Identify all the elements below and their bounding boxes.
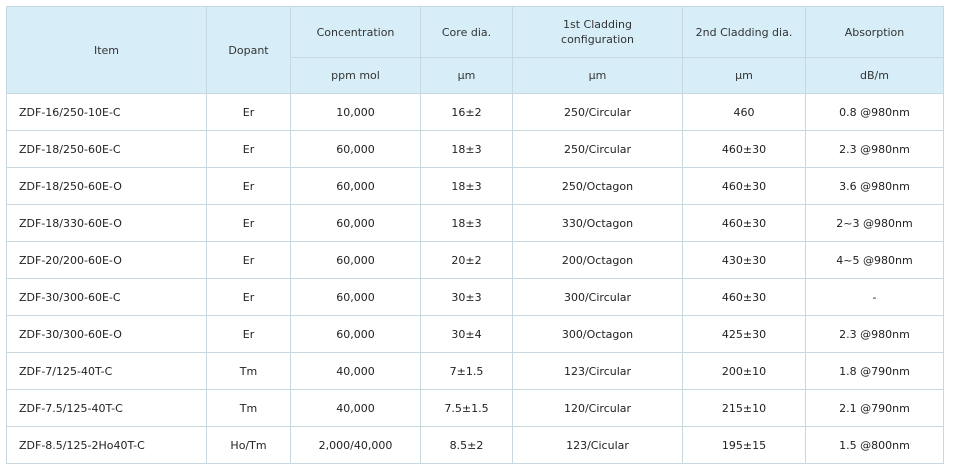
cell-cladding2: 460±30: [683, 131, 806, 168]
cell-concentration: 60,000: [291, 242, 421, 279]
cell-concentration: 60,000: [291, 168, 421, 205]
cell-core: 7±1.5: [421, 353, 513, 390]
table-row: [7, 242, 944, 279]
cell-absorption: 2~3 @980nm: [806, 205, 944, 242]
table-row: [7, 279, 944, 316]
cell-core: 18±3: [421, 131, 513, 168]
table-row: [7, 390, 944, 427]
cell-item: ZDF-18/250-60E-O: [7, 168, 207, 205]
cell-concentration: 60,000: [291, 279, 421, 316]
cell-cladding2: 460±30: [683, 279, 806, 316]
cell-core: 16±2: [421, 94, 513, 131]
cell-item: ZDF-18/330-60E-O: [7, 205, 207, 242]
cell-cladding1: 250/Circular: [513, 131, 683, 168]
cell-dopant: Er: [207, 279, 291, 316]
cell-item: ZDF-8.5/125-2Ho40T-C: [7, 427, 207, 464]
unit-concentration: ppm mol: [291, 58, 421, 94]
cell-item: ZDF-7/125-40T-C: [7, 353, 207, 390]
cell-dopant: Tm: [207, 390, 291, 427]
header-cladding1: [513, 7, 683, 58]
table-row: [7, 131, 944, 168]
unit-cladding2: μm: [683, 58, 806, 94]
cell-concentration: 60,000: [291, 131, 421, 168]
cell-dopant: Er: [207, 205, 291, 242]
cell-concentration: 2,000/40,000: [291, 427, 421, 464]
cell-cladding2: 460: [683, 94, 806, 131]
cell-cladding1: 250/Octagon: [513, 168, 683, 205]
cell-absorption: 2.3 @980nm: [806, 316, 944, 353]
cell-item: ZDF-16/250-10E-C: [7, 94, 207, 131]
cell-item: ZDF-18/250-60E-C: [7, 131, 207, 168]
unit-absorption: dB/m: [806, 58, 944, 94]
fiber-spec-table: [6, 6, 944, 464]
cell-cladding2: 425±30: [683, 316, 806, 353]
header-cladding1-line1: 1st Cladding: [563, 18, 632, 31]
header-item: Item: [7, 7, 207, 94]
table-header: [7, 7, 944, 94]
cell-cladding1: 250/Circular: [513, 94, 683, 131]
table-row: [7, 316, 944, 353]
cell-dopant: Tm: [207, 353, 291, 390]
cell-core: 18±3: [421, 205, 513, 242]
table-row: [7, 205, 944, 242]
cell-core: 18±3: [421, 168, 513, 205]
cell-concentration: 60,000: [291, 205, 421, 242]
cell-absorption: 2.1 @790nm: [806, 390, 944, 427]
cell-core: 7.5±1.5: [421, 390, 513, 427]
cell-cladding2: 460±30: [683, 205, 806, 242]
cell-concentration: 40,000: [291, 353, 421, 390]
unit-cladding1: μm: [513, 58, 683, 94]
cell-dopant: Er: [207, 316, 291, 353]
cell-core: 8.5±2: [421, 427, 513, 464]
cell-absorption: -: [806, 279, 944, 316]
table-row: [7, 353, 944, 390]
cell-dopant: Er: [207, 131, 291, 168]
cell-absorption: 3.6 @980nm: [806, 168, 944, 205]
cell-absorption: 0.8 @980nm: [806, 94, 944, 131]
cell-item: ZDF-30/300-60E-C: [7, 279, 207, 316]
cell-concentration: 40,000: [291, 390, 421, 427]
cell-cladding1: 123/Circular: [513, 353, 683, 390]
cell-core: 30±4: [421, 316, 513, 353]
cell-cladding2: 215±10: [683, 390, 806, 427]
cell-core: 20±2: [421, 242, 513, 279]
table-row: [7, 168, 944, 205]
cell-concentration: 10,000: [291, 94, 421, 131]
header-cladding2: 2nd Cladding dia.: [683, 7, 806, 58]
header-concentration: Concentration: [291, 7, 421, 58]
cell-absorption: 4~5 @980nm: [806, 242, 944, 279]
table-body: [7, 94, 944, 464]
cell-dopant: Ho/Tm: [207, 427, 291, 464]
cell-cladding2: 195±15: [683, 427, 806, 464]
cell-item: ZDF-7.5/125-40T-C: [7, 390, 207, 427]
table-row: [7, 94, 944, 131]
cell-cladding2: 200±10: [683, 353, 806, 390]
cell-item: ZDF-30/300-60E-O: [7, 316, 207, 353]
header-dopant: Dopant: [207, 7, 291, 94]
cell-concentration: 60,000: [291, 316, 421, 353]
cell-cladding1: 300/Octagon: [513, 316, 683, 353]
cell-absorption: 1.8 @790nm: [806, 353, 944, 390]
cell-cladding1: 330/Octagon: [513, 205, 683, 242]
cell-cladding1: 300/Circular: [513, 279, 683, 316]
cell-core: 30±3: [421, 279, 513, 316]
cell-cladding1: 120/Circular: [513, 390, 683, 427]
cell-absorption: 2.3 @980nm: [806, 131, 944, 168]
cell-cladding2: 430±30: [683, 242, 806, 279]
cell-cladding2: 460±30: [683, 168, 806, 205]
table-row: [7, 427, 944, 464]
cell-item: ZDF-20/200-60E-O: [7, 242, 207, 279]
cell-dopant: Er: [207, 242, 291, 279]
cell-cladding1: 123/Cicular: [513, 427, 683, 464]
cell-dopant: Er: [207, 94, 291, 131]
unit-core: μm: [421, 58, 513, 94]
cell-cladding1: 200/Octagon: [513, 242, 683, 279]
cell-absorption: 1.5 @800nm: [806, 427, 944, 464]
header-absorption: Absorption: [806, 7, 944, 58]
cell-dopant: Er: [207, 168, 291, 205]
header-core: Core dia.: [421, 7, 513, 58]
header-cladding1-line2: configuration: [561, 33, 634, 46]
fiber-spec-table-container: [6, 6, 944, 464]
